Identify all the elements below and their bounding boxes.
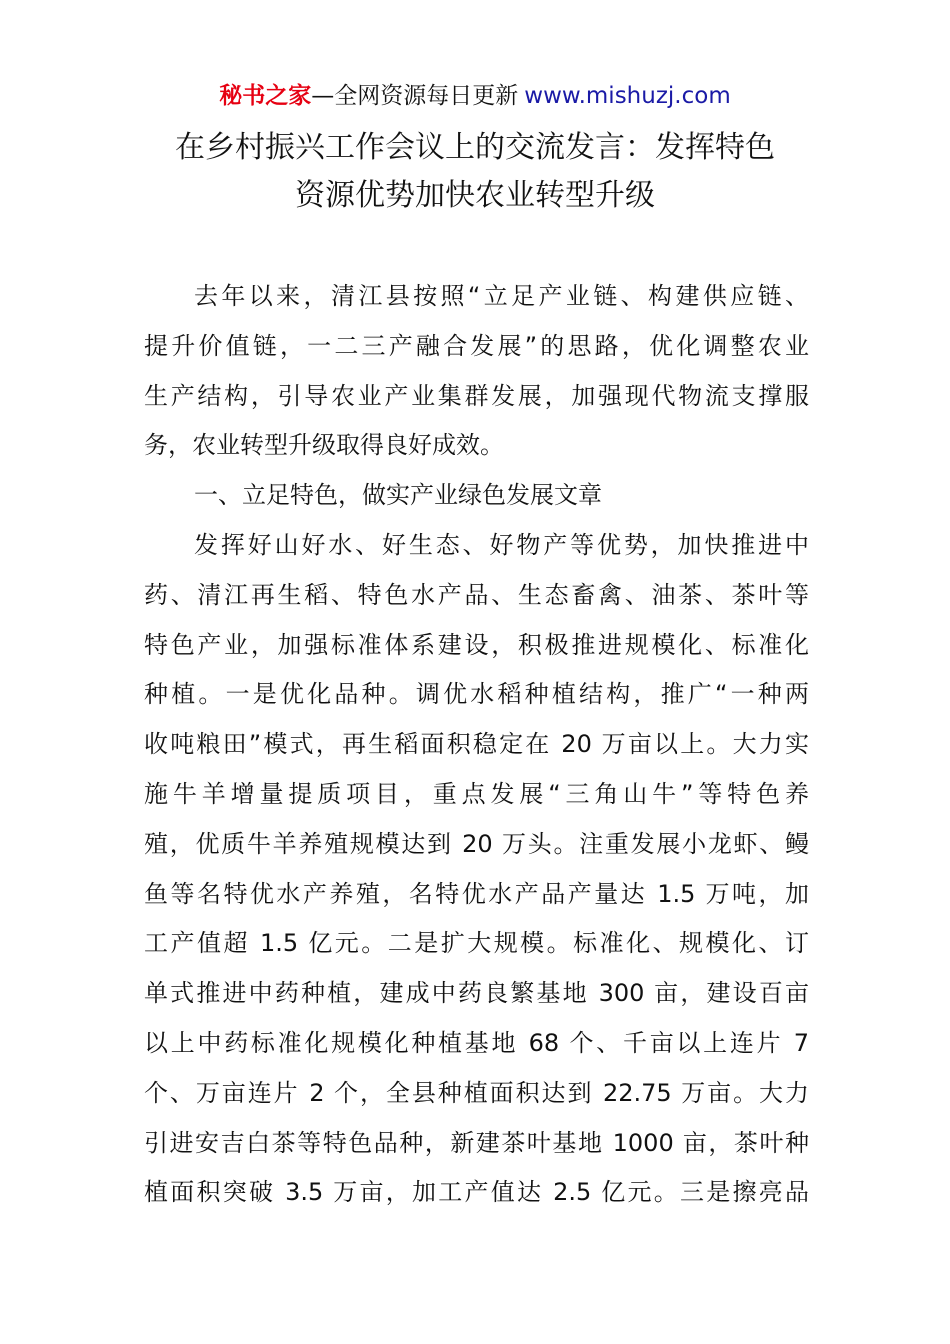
section-heading: 一、立足特色，做实产业绿色发展文章: [194, 481, 602, 510]
paragraph-line: 提升价值链，一二三产融合发展”的思路，优化调整农业: [144, 331, 809, 360]
paragraph-line: 单式推进中药种植，建成中药良繁基地 300 亩，建设百亩: [144, 979, 809, 1008]
site-tagline: —全网资源每日更新: [311, 83, 519, 109]
paragraph-line: 务，农业转型升级取得良好成效。: [144, 431, 504, 460]
site-header: [0, 80, 950, 112]
title-line-2: 资源优势加快农业转型升级: [295, 178, 655, 213]
paragraph-line: 施牛羊增量提质项目，重点发展“三角山牛”等特色养: [144, 779, 809, 808]
paragraph-line: 发挥好山好水、好生态、好物产等优势，加快推进中: [194, 530, 809, 559]
paragraph-line: 引进安吉白茶等特色品种，新建茶叶基地 1000 亩，茶叶种: [144, 1128, 809, 1157]
site-brand: 秘书之家: [219, 83, 312, 109]
title-line-1: 在乡村振兴工作会议上的交流发言：发挥特色: [175, 130, 775, 165]
document-body: [144, 272, 809, 1218]
paragraph-line: 鱼等名特优水产养殖，名特优水产品产量达 1.5 万吨，加: [144, 879, 809, 908]
paragraph-line: 工产值超 1.5 亿元。二是扩大规模。标准化、规模化、订: [144, 929, 809, 958]
paragraph-line: 收吨粮田”模式，再生稻面积稳定在 20 万亩以上。大力实: [144, 730, 809, 759]
paragraph-line: 以上中药标准化规模化种植基地 68 个、千亩以上连片 7: [144, 1028, 809, 1057]
document-title: [0, 124, 950, 220]
paragraph-line: 个、万亩连片 2 个，全县种植面积达到 22.75 万亩。大力: [144, 1078, 809, 1107]
paragraph-line: 特色产业，加强标准体系建设，积极推进规模化、标准化: [144, 630, 809, 659]
paragraph-line: 植面积突破 3.5 万亩，加工产值达 2.5 亿元。三是擦亮品: [144, 1178, 809, 1207]
paragraph-line: 药、清江再生稻、特色水产品、生态畜禽、油茶、茶叶等: [144, 580, 809, 609]
paragraph-line: 殖，优质牛羊养殖规模达到 20 万头。注重发展小龙虾、鳗: [144, 829, 809, 858]
paragraph-line: 去年以来，清江县按照“立足产业链、构建供应链、: [194, 282, 809, 310]
site-url-link[interactable]: www.mishuzj.com: [524, 83, 731, 109]
paragraph-line: 种植。一是优化品种。调优水稻种植结构，推广“一种两: [144, 680, 809, 709]
paragraph-line: 生产结构，引导农业产业集群发展，加强现代物流支撑服: [144, 381, 809, 410]
